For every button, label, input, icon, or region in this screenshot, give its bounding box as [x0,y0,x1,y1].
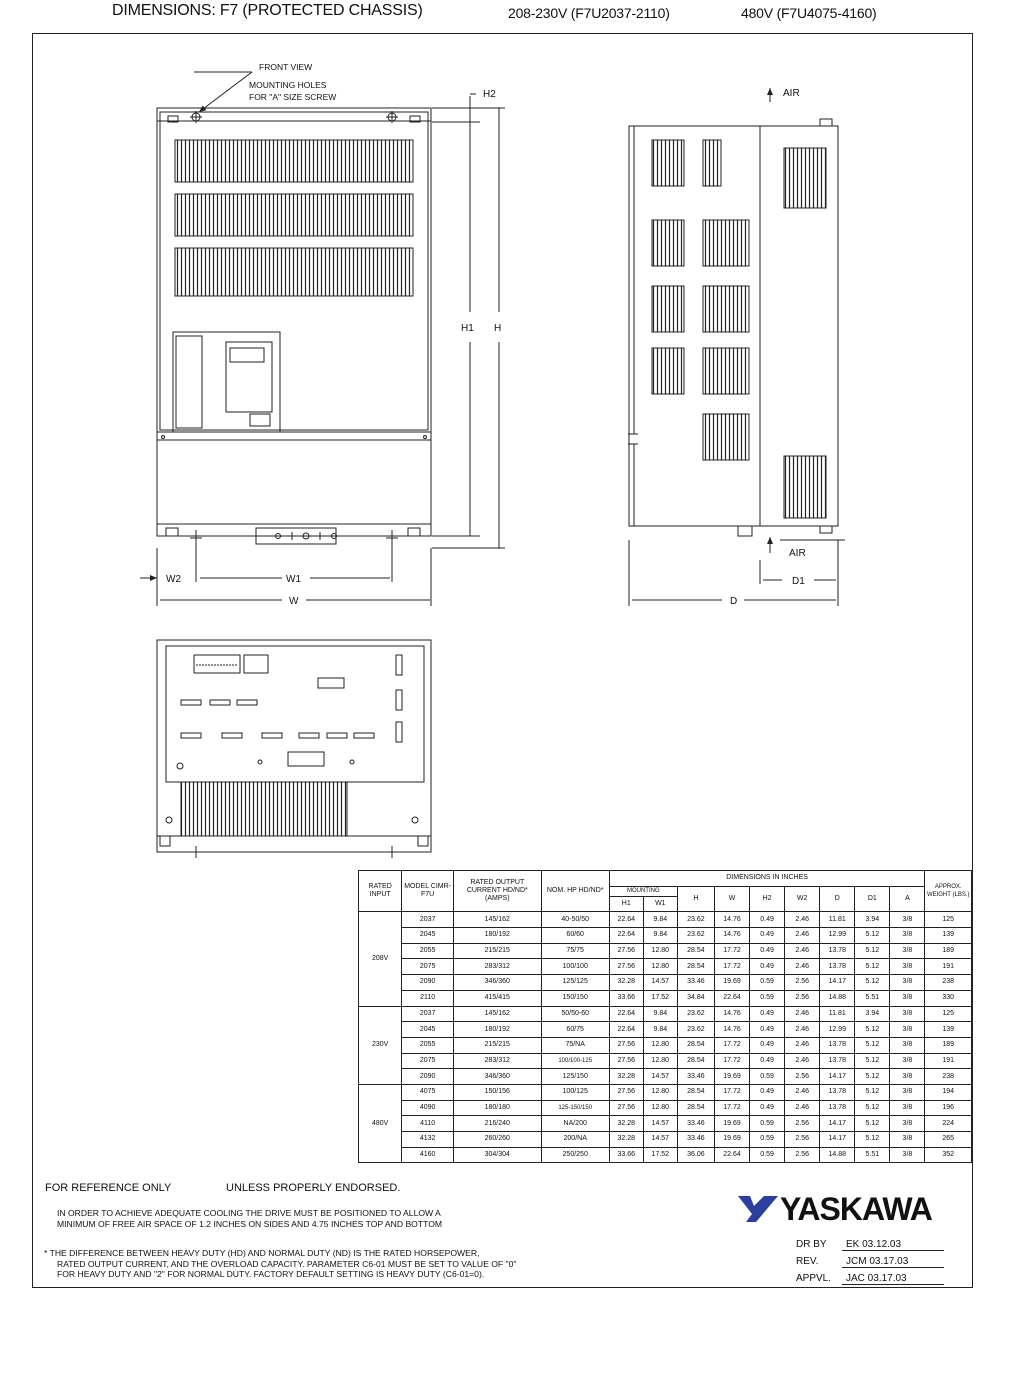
rated-input-cell: 230V [359,1006,402,1084]
table-cell: 28.54 [677,959,714,975]
table-row [359,1069,972,1085]
rated-input-cell: 480V [359,1084,402,1162]
table-cell: 40-50/50 [541,912,609,928]
yaskawa-logo-text: YASKAWA [780,1191,932,1227]
yaskawa-logo-icon [736,1192,780,1228]
table-cell: 0.59 [750,1132,785,1148]
table-cell: 5.12 [855,1069,890,1085]
table-cell: 2045 [402,1022,454,1038]
front-view [157,108,431,548]
table-cell: 2.46 [785,1006,820,1022]
col-h: H [677,886,714,912]
table-cell: 125 [925,1006,972,1022]
table-cell: 75/NA [541,1037,609,1053]
table-cell: 4090 [402,1100,454,1116]
table-cell: 17.72 [714,1084,749,1100]
table-cell: 13.78 [820,1037,855,1053]
dim-h1-label: H1 [461,323,474,334]
dim-w1-label: W1 [286,574,301,585]
rev-value: JCM 03.17.03 [842,1256,944,1268]
table-cell: 330 [925,990,972,1006]
table-cell: 9.84 [643,912,677,928]
table-cell: 5.12 [855,1116,890,1132]
side-view [628,88,838,553]
table-cell: 27.56 [609,1053,643,1069]
table-cell: 125-150/150 [541,1100,609,1116]
table-cell: 28.54 [677,1053,714,1069]
table-cell: 2110 [402,990,454,1006]
table-cell: 0.49 [750,1084,785,1100]
table-cell: 28.54 [677,1037,714,1053]
table-cell: 60/60 [541,928,609,944]
table-cell: 14.76 [714,912,749,928]
table-cell: 33.46 [677,1116,714,1132]
table-cell: 4132 [402,1132,454,1148]
table-cell: 32.28 [609,1132,643,1148]
table-cell: 191 [925,1053,972,1069]
cooling-note [57,1208,442,1229]
table-cell: 14.17 [820,1132,855,1148]
rated-input-cell: 208V [359,912,402,1006]
dr-by-value: EK 03.12.03 [842,1239,944,1251]
table-cell: 27.56 [609,1084,643,1100]
table-cell: 23.62 [677,928,714,944]
table-cell: 3/8 [890,1037,925,1053]
table-cell: 3/8 [890,1100,925,1116]
dim-d-label: D [730,596,738,607]
table-cell: 22.64 [714,1147,749,1163]
table-cell: 3/8 [890,1116,925,1132]
table-cell: 9.84 [643,1022,677,1038]
table-cell: 60/75 [541,1022,609,1038]
table-cell: 9.84 [643,1006,677,1022]
table-cell: 14.57 [643,975,677,991]
signature-appvl [796,1273,944,1285]
table-cell: 14.76 [714,1006,749,1022]
table-cell: 28.54 [677,1084,714,1100]
col-rated-input: RATED INPUT [359,871,402,912]
table-cell: 17.72 [714,1100,749,1116]
table-cell: 23.62 [677,1006,714,1022]
table-cell: 22.64 [609,928,643,944]
table-cell: 14.17 [820,1116,855,1132]
table-cell: 189 [925,943,972,959]
table-cell: 180/180 [453,1100,541,1116]
table-cell: 346/360 [453,1069,541,1085]
table-row [359,1006,972,1022]
table-cell: 2055 [402,1037,454,1053]
table-cell: 2.56 [785,1147,820,1163]
table-cell: 12.80 [643,1084,677,1100]
table-cell: 5.12 [855,1037,890,1053]
col-nom-hp: NOM. HP HD/ND* [541,871,609,912]
table-cell: 27.56 [609,959,643,975]
table-cell: 4160 [402,1147,454,1163]
table-cell: 145/162 [453,1006,541,1022]
table-cell: 17.72 [714,1037,749,1053]
table-cell: 5.12 [855,943,890,959]
table-cell: 2.56 [785,1132,820,1148]
table-cell: 180/192 [453,928,541,944]
table-cell: 33.46 [677,1132,714,1148]
table-cell: 0.49 [750,1037,785,1053]
table-row [359,1022,972,1038]
appvl-label: APPVL. [796,1273,832,1284]
table-cell: 11.81 [820,912,855,928]
table-cell: 346/360 [453,975,541,991]
mounting-holes-label-2: FOR "A" SIZE SCREW [249,92,337,102]
table-cell: 33.46 [677,1069,714,1085]
table-cell: 215/215 [453,1037,541,1053]
front-view-label: FRONT VIEW [259,62,313,72]
table-cell: 0.49 [750,1100,785,1116]
dr-by-label: DR BY [796,1239,827,1250]
signature-dr-by [796,1239,944,1251]
table-cell: 2090 [402,975,454,991]
table-cell: 12.99 [820,1022,855,1038]
table-cell: 33.46 [677,975,714,991]
table-cell: 19.69 [714,1116,749,1132]
table-cell: 36.06 [677,1147,714,1163]
table-cell: 3/8 [890,1147,925,1163]
cooling-line-1: IN ORDER TO ACHIEVE ADEQUATE COOLING THE DRIVE MUST BE POSITIONED TO ALLOW A [57,1208,441,1218]
table-cell: 200/NA [541,1132,609,1148]
table-cell: 2.46 [785,1037,820,1053]
endorsed-note: UNLESS PROPERLY ENDORSED. [226,1182,401,1194]
table-cell: 0.49 [750,912,785,928]
table-cell: 14.57 [643,1116,677,1132]
table-cell: 0.59 [750,990,785,1006]
table-cell: 0.49 [750,943,785,959]
table-cell: 150/150 [541,990,609,1006]
table-cell: 28.54 [677,1100,714,1116]
col-h2: H2 [750,886,785,912]
table-cell: 14.57 [643,1132,677,1148]
table-cell: 194 [925,1084,972,1100]
table-cell: 5.51 [855,990,890,1006]
table-cell: 3/8 [890,1053,925,1069]
table-cell: 5.12 [855,1022,890,1038]
table-cell: 32.28 [609,1069,643,1085]
table-cell: 3/8 [890,959,925,975]
table-cell: 23.62 [677,912,714,928]
table-cell: 2.46 [785,1053,820,1069]
rev-label: REV. [796,1256,819,1267]
dim-h-label: H [494,323,502,334]
table-cell: 3/8 [890,1022,925,1038]
table-cell: 3/8 [890,1084,925,1100]
table-cell: 3.94 [855,912,890,928]
table-cell: 22.64 [714,990,749,1006]
table-cell: 3/8 [890,975,925,991]
table-cell: 12.80 [643,959,677,975]
dim-h2-label: H2 [483,89,496,100]
table-cell: 4075 [402,1084,454,1100]
table-cell: 0.59 [750,975,785,991]
table-cell: 14.17 [820,975,855,991]
table-cell: 2.46 [785,912,820,928]
yaskawa-logo [736,1192,946,1228]
table-cell: 2.56 [785,1116,820,1132]
table-cell: 9.84 [643,928,677,944]
table-cell: 5.51 [855,1147,890,1163]
table-cell: 265 [925,1132,972,1148]
table-cell: 3/8 [890,1132,925,1148]
table-row [359,928,972,944]
table-cell: 17.52 [643,990,677,1006]
table-cell: 0.49 [750,1006,785,1022]
table-cell: 215/215 [453,943,541,959]
table-cell: 19.69 [714,1132,749,1148]
col-weight: APPROX. WEIGHT (LBS.) [925,871,972,912]
table-cell: 23.62 [677,1022,714,1038]
col-w: W [714,886,749,912]
table-row [359,1037,972,1053]
table-cell: 196 [925,1100,972,1116]
table-cell: 5.12 [855,1053,890,1069]
cooling-line-2: MINIMUM OF FREE AIR SPACE OF 1.2 INCHES ON SIDES AND 4.75 INCHES TOP AND BOTTOM [57,1218,443,1229]
table-cell: 189 [925,1037,972,1053]
table-cell: NA/200 [541,1116,609,1132]
table-cell: 3/8 [890,1006,925,1022]
table-cell: 17.72 [714,943,749,959]
dim-w-label: W [289,596,299,607]
table-cell: 0.49 [750,928,785,944]
table-cell: 12.80 [643,1053,677,1069]
table-cell: 14.57 [643,1069,677,1085]
appvl-value: JAC 03.17.03 [842,1273,944,1285]
table-cell: 12.99 [820,928,855,944]
table-cell: 5.12 [855,1084,890,1100]
col-h1: H1 [609,896,643,912]
table-cell: 13.78 [820,959,855,975]
table-cell: 5.12 [855,975,890,991]
col-a: A [890,886,925,912]
table-cell: 139 [925,928,972,944]
table-cell: 17.72 [714,959,749,975]
table-cell: 17.72 [714,1053,749,1069]
col-w1: W1 [643,896,677,912]
table-cell: 283/312 [453,959,541,975]
col-model: MODEL CIMR-F7U [402,871,454,912]
table-cell: 32.28 [609,975,643,991]
table-cell: 0.49 [750,1022,785,1038]
page-title: DIMENSIONS: F7 (PROTECTED CHASSIS) [112,2,423,19]
table-cell: 2075 [402,1053,454,1069]
table-row [359,1053,972,1069]
table-cell: 283/312 [453,1053,541,1069]
table-cell: 4110 [402,1116,454,1132]
duty-line-2: RATED OUTPUT CURRENT, AND THE OVERLOAD CAPACITY. PARAMETER C6-01 MUST BE SET TO VALUE OF "0" [57,1258,517,1269]
table-cell: 238 [925,975,972,991]
table-cell: 125 [925,912,972,928]
table-cell: 139 [925,1022,972,1038]
voltage-range-480v: 480V (F7U4075-4160) [741,5,877,21]
table-cell: 0.49 [750,1053,785,1069]
col-rated-output: RATED OUTPUT CURRENT HD/ND* (AMPS) [453,871,541,912]
table-cell: 2.46 [785,928,820,944]
table-cell: 12.80 [643,1100,677,1116]
col-dimensions: DIMENSIONS IN INCHES [609,871,925,887]
table-cell: 415/415 [453,990,541,1006]
table-cell: 145/162 [453,912,541,928]
table-cell: 216/240 [453,1116,541,1132]
bottom-view [157,640,431,858]
table-cell: 5.12 [855,1100,890,1116]
dim-d1-label: D1 [792,576,805,587]
table-cell: 100/125 [541,1084,609,1100]
table-cell: 2.46 [785,1100,820,1116]
table-cell: 180/192 [453,1022,541,1038]
table-cell: 3/8 [890,928,925,944]
table-row [359,1132,972,1148]
table-cell: 2045 [402,928,454,944]
table-cell: 2.56 [785,975,820,991]
table-cell: 260/260 [453,1132,541,1148]
duty-line-3: FOR HEAVY DUTY AND "2" FOR NORMAL DUTY. FACTORY DEFAULT SETTING IS HEAVY DUTY (C6-01=0). [57,1269,485,1279]
table-row [359,943,972,959]
table-cell: 33.66 [609,1147,643,1163]
table-cell: 22.64 [609,1006,643,1022]
col-d1: D1 [855,886,890,912]
table-cell: 32.28 [609,1116,643,1132]
table-cell: 5.12 [855,959,890,975]
table-cell: 13.78 [820,943,855,959]
air-bottom-label: AIR [789,548,806,559]
table-cell: 304/304 [453,1147,541,1163]
table-cell: 2037 [402,1006,454,1022]
table-cell: 22.64 [609,1022,643,1038]
table-cell: 2.56 [785,1069,820,1085]
table-cell: 12.80 [643,1037,677,1053]
table-cell: 3/8 [890,912,925,928]
air-top-label: AIR [783,88,800,99]
table-cell: 11.81 [820,1006,855,1022]
table-cell: 2037 [402,912,454,928]
table-row [359,1084,972,1100]
table-cell: 28.54 [677,943,714,959]
table-cell: 3/8 [890,990,925,1006]
table-row [359,990,972,1006]
table-cell: 250/250 [541,1147,609,1163]
table-cell: 14.76 [714,1022,749,1038]
table-row [359,1100,972,1116]
table-cell: 2075 [402,959,454,975]
duty-line-1: * THE DIFFERENCE BETWEEN HEAVY DUTY (HD) AND NORMAL DUTY (ND) IS THE RATED HORSEPOWER, [44,1248,480,1258]
table-cell: 2.46 [785,1022,820,1038]
table-row [359,959,972,975]
col-w2: W2 [785,886,820,912]
table-cell: 2.46 [785,1084,820,1100]
table-cell: 27.56 [609,1037,643,1053]
table-cell: 2055 [402,943,454,959]
table-cell: 5.12 [855,928,890,944]
table-row [359,912,972,928]
voltage-range-230v: 208-230V (F7U2037-2110) [508,5,670,21]
table-row [359,1116,972,1132]
duty-note [44,1248,516,1280]
table-cell: 3/8 [890,943,925,959]
table-cell: 224 [925,1116,972,1132]
dim-w2-label: W2 [166,574,181,585]
table-cell: 2090 [402,1069,454,1085]
reference-note: FOR REFERENCE ONLY [45,1182,172,1194]
table-cell: 100/100 [541,959,609,975]
table-cell: 150/156 [453,1084,541,1100]
table-cell: 19.69 [714,975,749,991]
table-cell: 0.59 [750,1116,785,1132]
table-cell: 13.78 [820,1100,855,1116]
mounting-holes-label-1: MOUNTING HOLES [249,80,327,90]
table-cell: 14.17 [820,1069,855,1085]
table-cell: 3/8 [890,1069,925,1085]
table-cell: 27.56 [609,1100,643,1116]
dimension-table [358,870,972,1163]
table-row [359,975,972,991]
table-cell: 75/75 [541,943,609,959]
table-cell: 2.56 [785,990,820,1006]
table-cell: 13.78 [820,1084,855,1100]
table-cell: 14.76 [714,928,749,944]
table-cell: 191 [925,959,972,975]
table-cell: 5.12 [855,1132,890,1148]
table-cell: 13.78 [820,1053,855,1069]
table-cell: 2.46 [785,943,820,959]
table-cell: 2.46 [785,959,820,975]
table-cell: 17.52 [643,1147,677,1163]
table-cell: 3.94 [855,1006,890,1022]
signature-rev [796,1256,944,1268]
table-cell: 50/50-60 [541,1006,609,1022]
table-cell: 14.88 [820,1147,855,1163]
table-cell: 0.59 [750,1147,785,1163]
col-mounting: MOUNTING [609,886,677,896]
table-cell: 125/150 [541,1069,609,1085]
table-cell: 33.66 [609,990,643,1006]
table-cell: 125/125 [541,975,609,991]
table-row [359,1147,972,1163]
table-cell: 27.56 [609,943,643,959]
table-cell: 100/100-125 [541,1053,609,1069]
table-cell: 19.69 [714,1069,749,1085]
table-cell: 238 [925,1069,972,1085]
table-cell: 14.88 [820,990,855,1006]
table-cell: 0.59 [750,1069,785,1085]
col-d: D [820,886,855,912]
table-cell: 12.80 [643,943,677,959]
table-cell: 22.64 [609,912,643,928]
table-cell: 352 [925,1147,972,1163]
table-cell: 0.49 [750,959,785,975]
table-cell: 34.84 [677,990,714,1006]
